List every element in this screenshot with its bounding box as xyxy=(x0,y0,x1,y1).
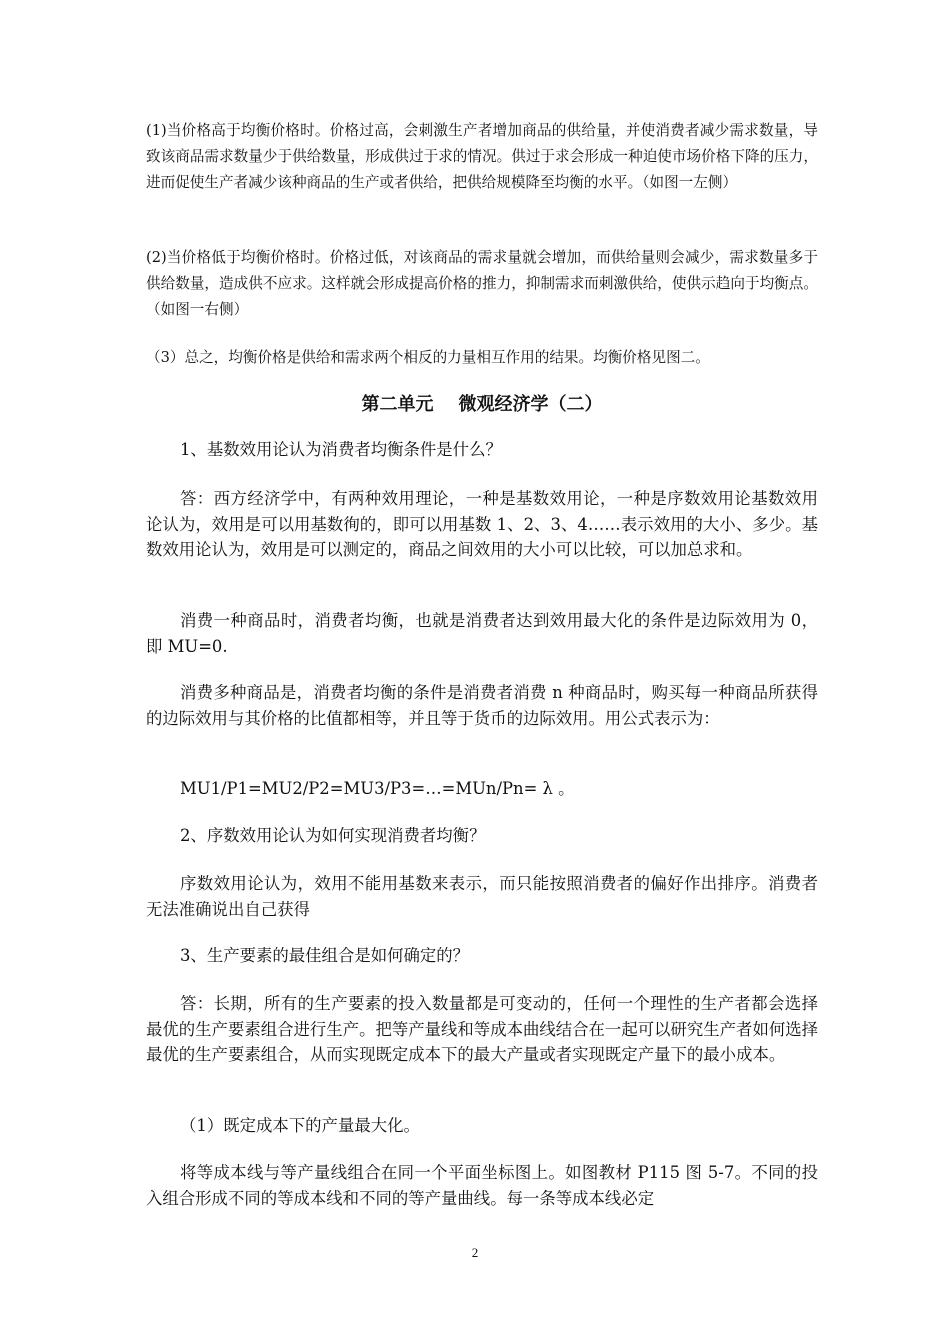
question-1: 1、基数效用论认为消费者均衡条件是什么？ xyxy=(180,440,502,459)
answer-3-continued: 将等成本线与等产量线组合在同一个平面坐标图上。如图教材 P115 图 5-7。不同的投入组合形成不同的等成本线和不同的等产量曲线。每一条等成本线必定 xyxy=(146,1163,818,1208)
question-3: 3、生产要素的最佳组合是如何确定的？ xyxy=(180,946,470,965)
answer-1: 答：西方经济学中，有两种效用理论，一种是基数效用论，一种是序数效用论基数效用论认为，效用是可以用基数徇的，即可以用基数 1、2、3、4……表示效用的大小、多少。基数效用论认为，效用是可以测定的，商品之间效用的大小可以比较，可以加总求和。 xyxy=(146,489,818,559)
paragraph-price-above-equilibrium: (1)当价格高于均衡价格时。价格过高，会刺激生产者增加商品的供给量，并使消费者减少需求数量，导致该商品需求数量少于供给数量，形成供过于求的情况。供过于求会形成一种迫使市场价格下降的压力，进而促使生产者减少该种商品的生产或者供给，把供给规模降至均衡的水平。（如图一左侧） xyxy=(146,122,818,191)
paragraph-summary: （3）总之，均衡价格是供给和需求两个相反的力量相互作用的结果。均衡价格见图二。 xyxy=(146,349,710,366)
unit-title: 第二单元 微观经济学（二） xyxy=(361,394,603,415)
equilibrium-formula: MU1/P1=MU2/P2=MU3/P3=…=MUn/Pn= λ 。 xyxy=(180,779,575,798)
answer-1-multiple-goods: 消费多种商品是，消费者均衡的条件是消费者消费 n 种商品时，购买每一种商品所获得的边际效用与其价格的比值都相等，并且等于货币的边际效用。用公式表示为： xyxy=(146,683,818,728)
answer-3-subheading: （1）既定成本下的产量最大化。 xyxy=(180,1116,420,1135)
page-number: 2 xyxy=(471,1245,479,1260)
paragraph-price-below-equilibrium: (2)当价格低于均衡价格时。价格过低，对该商品的需求量就会增加，而供给量则会减少，需求数量多于供给数量，造成供不应求。这样就会形成提高价格的推力，抑制需求而刺激供给，使供示趋向于均衡点。（如图一右侧） xyxy=(146,249,818,318)
answer-2: 序数效用论认为，效用不能用基数来表示，而只能按照消费者的偏好作出排序。消费者无法准确说出自己获得 xyxy=(146,874,818,919)
answer-3: 答：长期，所有的生产要素的投入数量都是可变动的，任何一个理性的生产者都会选择最优的生产要素组合进行生产。把等产量线和等成本曲线结合在一起可以研究生产者如何选择最优的生产要素组合，从而实现既定成本下的最大产量或者实现既定产量下的最小成本。 xyxy=(146,994,819,1064)
question-2: 2、序数效用论认为如何实现消费者均衡？ xyxy=(180,826,486,845)
answer-1-single-good: 消费一种商品时，消费者均衡，也就是消费者达到效用最大化的条件是边际效用为 0，即 MU=0. xyxy=(146,611,818,656)
